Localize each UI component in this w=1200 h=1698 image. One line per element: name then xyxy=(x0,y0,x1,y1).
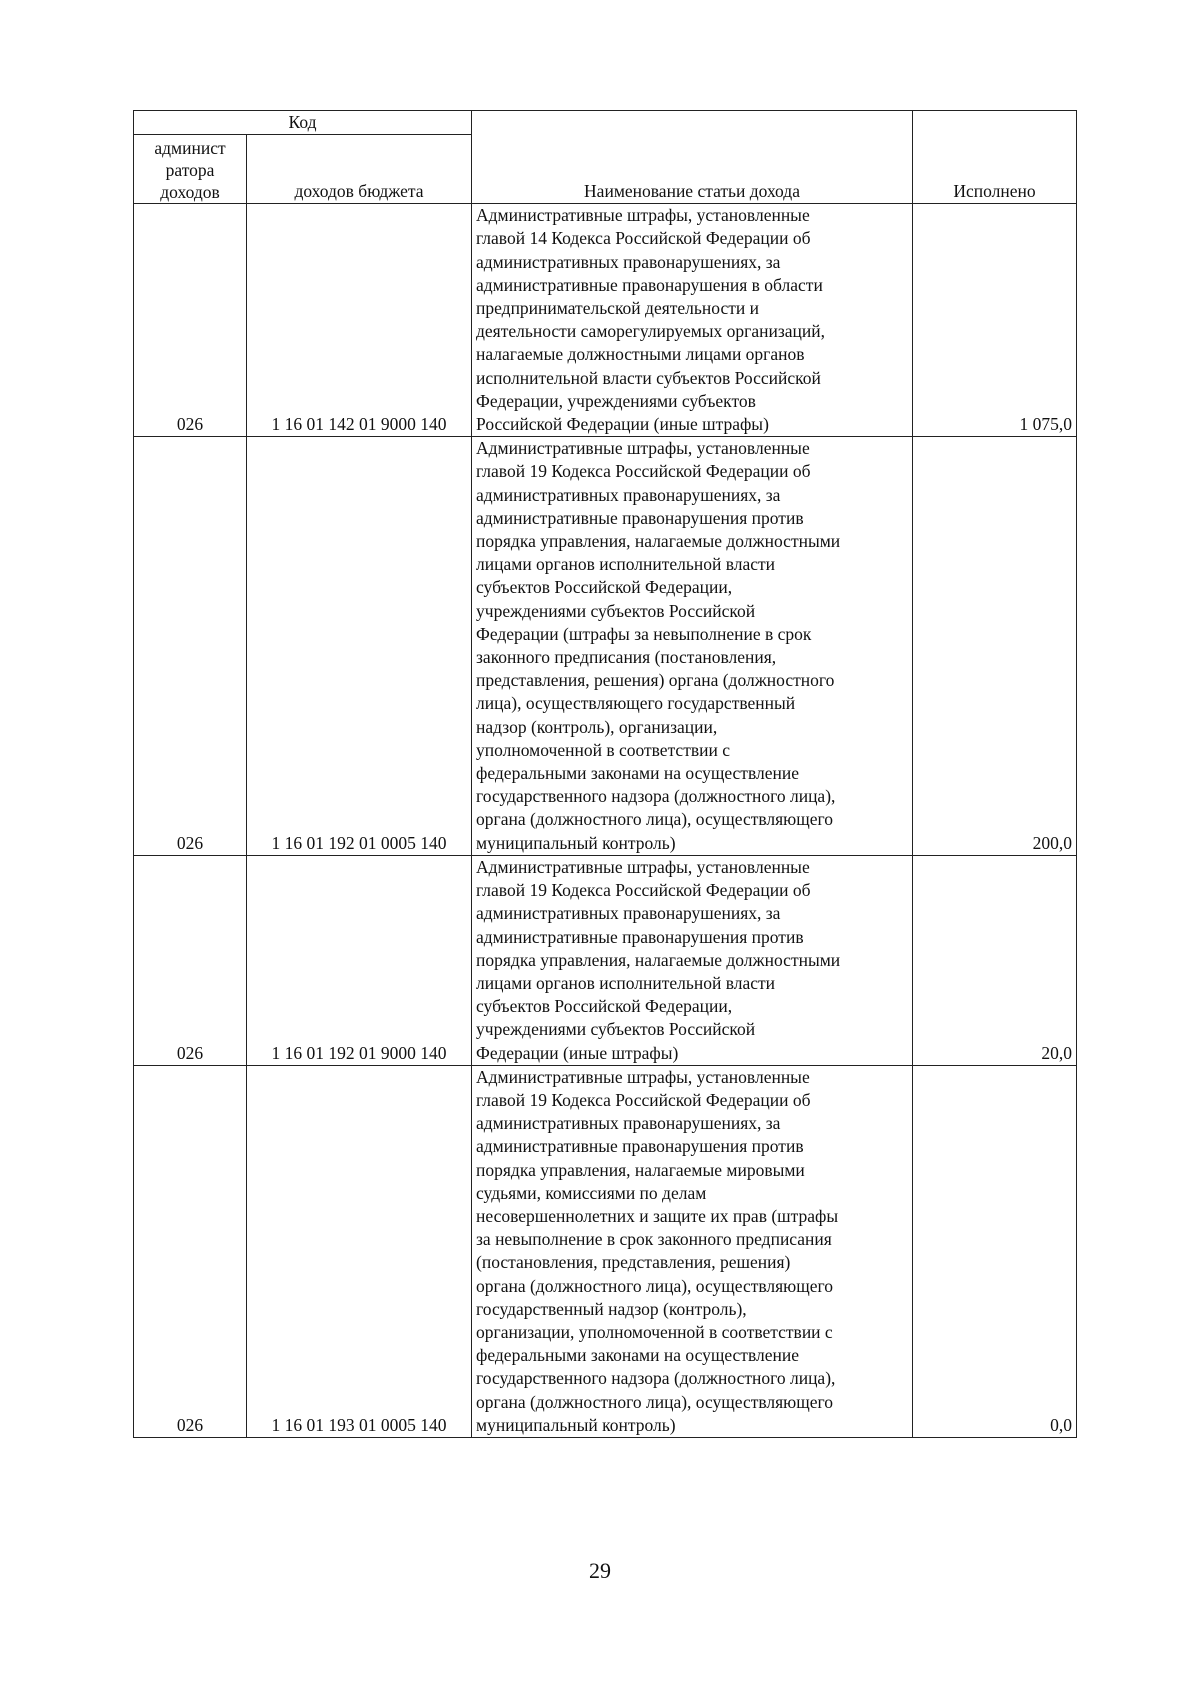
revenue-name-line: муниципальный контроль) xyxy=(476,1414,676,1435)
header-admin xyxy=(134,135,247,204)
revenue-name-line: субъектов Российской Федерации, xyxy=(476,996,733,1017)
revenue-name-line: лицами органов исполнительной власти xyxy=(476,554,776,575)
revenue-name-line: несовершеннолетних и защите их прав (штрафы xyxy=(476,1205,839,1226)
revenue-name-line: учреждениями субъектов Российской xyxy=(476,1019,756,1040)
revenue-table xyxy=(133,110,1077,1438)
table-body xyxy=(134,204,1077,1438)
admin-code-cell: 026 xyxy=(134,437,247,856)
executed-amount-cell: 20,0 xyxy=(913,855,1077,1065)
revenue-name-line: административных правонарушениях, за xyxy=(476,903,781,924)
revenue-name-line: федеральными законами на осуществление xyxy=(476,763,799,784)
admin-code-cell: 026 xyxy=(134,204,247,437)
revenue-name-line: главой 19 Кодекса Российской Федерации об xyxy=(476,880,811,901)
revenue-name-line: муниципальный контроль) xyxy=(476,832,676,853)
page-number: 29 xyxy=(589,1558,611,1583)
revenue-name-line: порядка управления, налагаемые должностными xyxy=(476,949,841,970)
revenue-name-line: Федерации, учреждениями субъектов xyxy=(476,390,756,411)
revenue-name-line: главой 14 Кодекса Российской Федерации об xyxy=(476,228,811,249)
budget-code-cell: 1 16 01 192 01 0005 140 xyxy=(247,437,472,856)
revenue-name-line: за невыполнение в срок законного предписания xyxy=(476,1229,832,1250)
revenue-name-line: представления, решения) органа (должностного xyxy=(476,670,835,691)
revenue-name-line: порядка управления, налагаемые должностными xyxy=(476,531,841,552)
revenue-name-line: главой 19 Кодекса Российской Федерации об xyxy=(476,461,811,482)
revenue-name-line: деятельности саморегулируемых организаций, xyxy=(476,321,826,342)
revenue-name-line: государственного надзора (должностного лица), xyxy=(476,786,836,807)
revenue-name-line: субъектов Российской Федерации, xyxy=(476,577,733,598)
revenue-name-line: органа (должностного лица), осуществляющего xyxy=(476,1391,833,1412)
revenue-name-line: административных правонарушениях, за xyxy=(476,1113,781,1134)
revenue-name-line: учреждениями субъектов Российской xyxy=(476,600,756,621)
revenue-name-line: законного предписания (постановления, xyxy=(476,647,777,668)
budget-code-cell: 1 16 01 142 01 9000 140 xyxy=(247,204,472,437)
table-row xyxy=(134,1065,1077,1437)
table-row xyxy=(134,855,1077,1065)
revenue-name-line: федеральными законами на осуществление xyxy=(476,1345,799,1366)
header-admin-line: админист xyxy=(154,138,226,159)
header-budget: доходов бюджета xyxy=(247,135,472,204)
revenue-name-line: (постановления, представления, решения) xyxy=(476,1252,791,1273)
revenue-name-line: лицами органов исполнительной власти xyxy=(476,972,776,993)
revenue-name-line: органа (должностного лица), осуществляющего xyxy=(476,809,833,830)
revenue-name-line: Административные штрафы, установленные xyxy=(476,1066,810,1087)
revenue-name-line: предпринимательской деятельности и xyxy=(476,298,759,319)
header-row-1 xyxy=(134,111,1077,135)
revenue-name-line: государственного надзора (должностного лица), xyxy=(476,1368,836,1389)
revenue-name-line: судьями, комиссиями по делам xyxy=(476,1182,707,1203)
revenue-name-line: Федерации (штрафы за невыполнение в срок xyxy=(476,623,812,644)
header-kod: Код xyxy=(134,111,472,135)
budget-code-cell: 1 16 01 192 01 9000 140 xyxy=(247,855,472,1065)
revenue-name-line: Российской Федерации (иные штрафы) xyxy=(476,414,769,435)
revenue-name-line: Административные штрафы, установленные xyxy=(476,205,810,226)
revenue-name-line: административные правонарушения против xyxy=(476,507,804,528)
budget-code-cell: 1 16 01 193 01 0005 140 xyxy=(247,1065,472,1437)
executed-amount-cell: 0,0 xyxy=(913,1065,1077,1437)
revenue-name-line: уполномоченной в соответствии с xyxy=(476,739,730,760)
header-executed: Исполнено xyxy=(913,111,1077,204)
table-row xyxy=(134,204,1077,437)
header-admin-line: ратора xyxy=(165,160,215,181)
revenue-name-line: организации, уполномоченной в соответствии с xyxy=(476,1321,833,1342)
revenue-name-line: административных правонарушениях, за xyxy=(476,251,781,272)
revenue-name-line: органа (должностного лица), осуществляющего xyxy=(476,1275,833,1296)
revenue-name-line: исполнительной власти субъектов Российской xyxy=(476,367,821,388)
revenue-name-cell xyxy=(472,1065,913,1437)
executed-amount-cell: 200,0 xyxy=(913,437,1077,856)
header-admin-line: доходов xyxy=(160,182,220,203)
executed-amount-cell: 1 075,0 xyxy=(913,204,1077,437)
revenue-name-line: главой 19 Кодекса Российской Федерации об xyxy=(476,1089,811,1110)
revenue-name-line: административных правонарушениях, за xyxy=(476,484,781,505)
revenue-name-line: надзор (контроль), организации, xyxy=(476,716,718,737)
revenue-name-cell xyxy=(472,437,913,856)
revenue-name-line: Административные штрафы, установленные xyxy=(476,438,810,459)
admin-code-cell: 026 xyxy=(134,1065,247,1437)
table-row xyxy=(134,437,1077,856)
header-name: Наименование статьи дохода xyxy=(472,111,913,204)
revenue-name-cell xyxy=(472,855,913,1065)
admin-code-cell: 026 xyxy=(134,855,247,1065)
revenue-name-line: порядка управления, налагаемые мировыми xyxy=(476,1159,805,1180)
revenue-name-line: административные правонарушения в области xyxy=(476,274,823,295)
revenue-name-line: административные правонарушения против xyxy=(476,1136,804,1157)
revenue-name-line: лица), осуществляющего государственный xyxy=(476,693,796,714)
revenue-name-cell xyxy=(472,204,913,437)
revenue-name-line: налагаемые должностными лицами органов xyxy=(476,344,805,365)
revenue-name-line: государственный надзор (контроль), xyxy=(476,1298,747,1319)
revenue-name-line: Административные штрафы, установленные xyxy=(476,856,810,877)
revenue-name-line: административные правонарушения против xyxy=(476,926,804,947)
revenue-name-line: Федерации (иные штрафы) xyxy=(476,1042,679,1063)
